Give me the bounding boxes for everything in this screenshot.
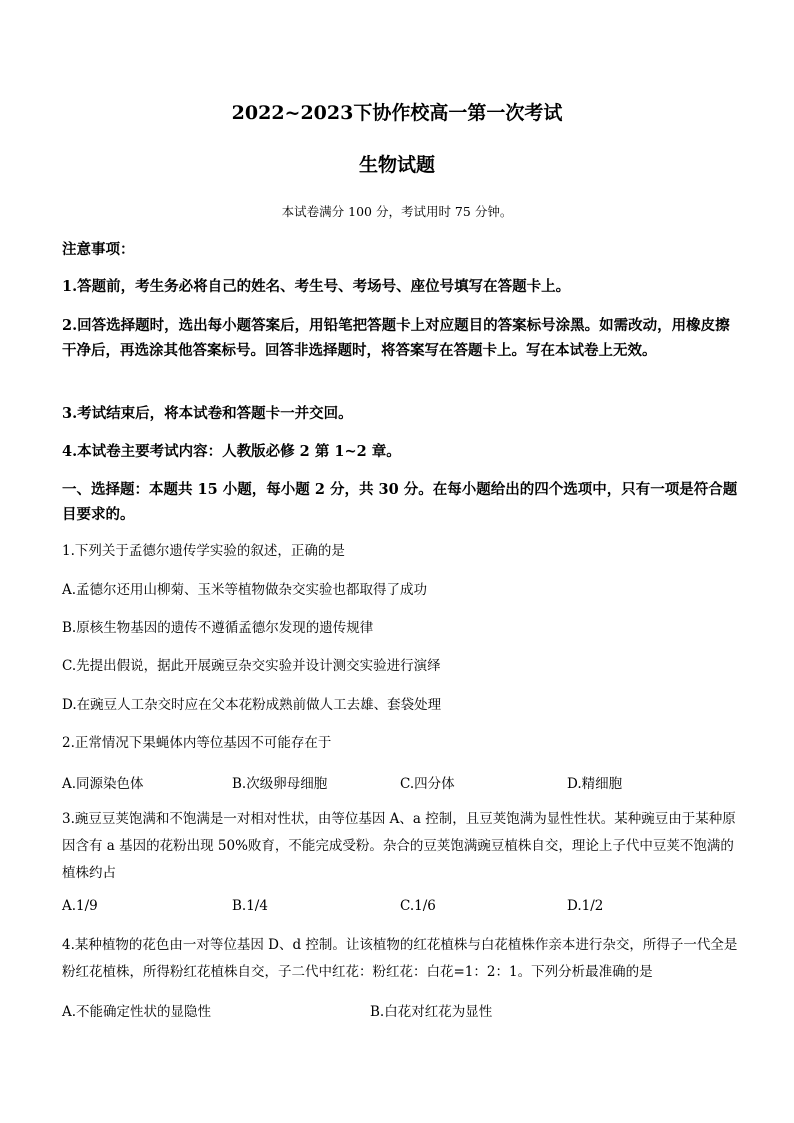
question-2-option-a: A.同源染色体 [62,776,144,792]
exam-subject: 生物试题 [358,154,435,176]
question-2-stem: 2.正常情况下果蝇体内等位基因不可能存在于 [62,735,332,751]
exam-score-time-note: 本试卷满分 100 分，考试用时 75 分钟。 [281,204,513,219]
question-3-option-b: B.1/4 [232,898,268,914]
instruction-item-4: 4.本试卷主要考试内容：人教版必修 2 第 1~2 章。 [62,443,401,460]
question-1-stem: 1.下列关于孟德尔遗传学实验的叙述，正确的是 [62,543,345,559]
instructions-heading: 注意事项： [62,241,135,258]
question-1-option-b: B.原核生物基因的遗传不遵循孟德尔发现的遗传规律 [62,620,374,636]
question-3-option-c: C.1/6 [400,898,436,914]
exam-title: 2022~2023下协作校高一第一次考试 [231,102,563,124]
question-4-options [62,1000,738,1022]
question-3-option-a: A.1/9 [62,898,98,914]
question-4-option-b: B.白花对红花为显性 [370,1004,493,1020]
instruction-item-2: 2.回答选择题时，选出每小题答案后，用铅笔把答题卡上对应题目的答案标号涂黑。如需改动，用橡皮擦干净后，再选涂其他答案标号。回答非选择题时，将答案写在答题卡上。写在本试卷上无效。 [62,317,730,359]
question-3-option-d: D.1/2 [567,898,604,914]
question-4-option-a: A.不能确定性状的显隐性 [62,1004,212,1020]
section-heading: 一、选择题：本题共 15 小题，每小题 2 分，共 30 分。在每小题给出的四个选项中，只有一项是符合题目要求的。 [62,481,738,523]
question-4-stem: 4.某种植物的花色由一对等位基因 D、d 控制。让该植物的红花植株与白花植株作亲本进行杂交，所得子一代全是粉红花植株，所得粉红花植株自交，子二代中红花：粉红花：白花=1：2：1。下列分析最准确的是 [62,937,738,980]
question-2-option-b: B.次级卵母细胞 [232,776,328,792]
question-3-options [62,898,738,920]
question-1-option-d: D.在豌豆人工杂交时应在父本花粉成熟前做人工去雄、套袋处理 [62,697,442,713]
question-2-options [62,772,738,794]
question-1-option-c: C.先提出假说，据此开展豌豆杂交实验并设计测交实验进行演绎 [62,658,441,674]
question-2-option-d: D.精细胞 [567,776,623,792]
instruction-item-1: 1.答题前，考生务必将自己的姓名、考生号、考场号、座位号填写在答题卡上。 [62,278,571,295]
question-1-option-a: A.孟德尔还用山柳菊、玉米等植物做杂交实验也都取得了成功 [62,582,428,598]
instruction-item-3: 3.考试结束后，将本试卷和答题卡一并交回。 [62,405,353,422]
question-2-option-c: C.四分体 [400,776,455,792]
question-3-stem: 3.豌豆豆荚饱满和不饱满是一对相对性状，由等位基因 A、a 控制，且豆荚饱满为显性性状。某种豌豆由于某种原因含有 a 基因的花粉出现 50%败育，不能完成受粉。杂合的豆荚饱满豌豆植株自交，理论上子代中豆荚不饱满的植株约占 [62,811,736,881]
